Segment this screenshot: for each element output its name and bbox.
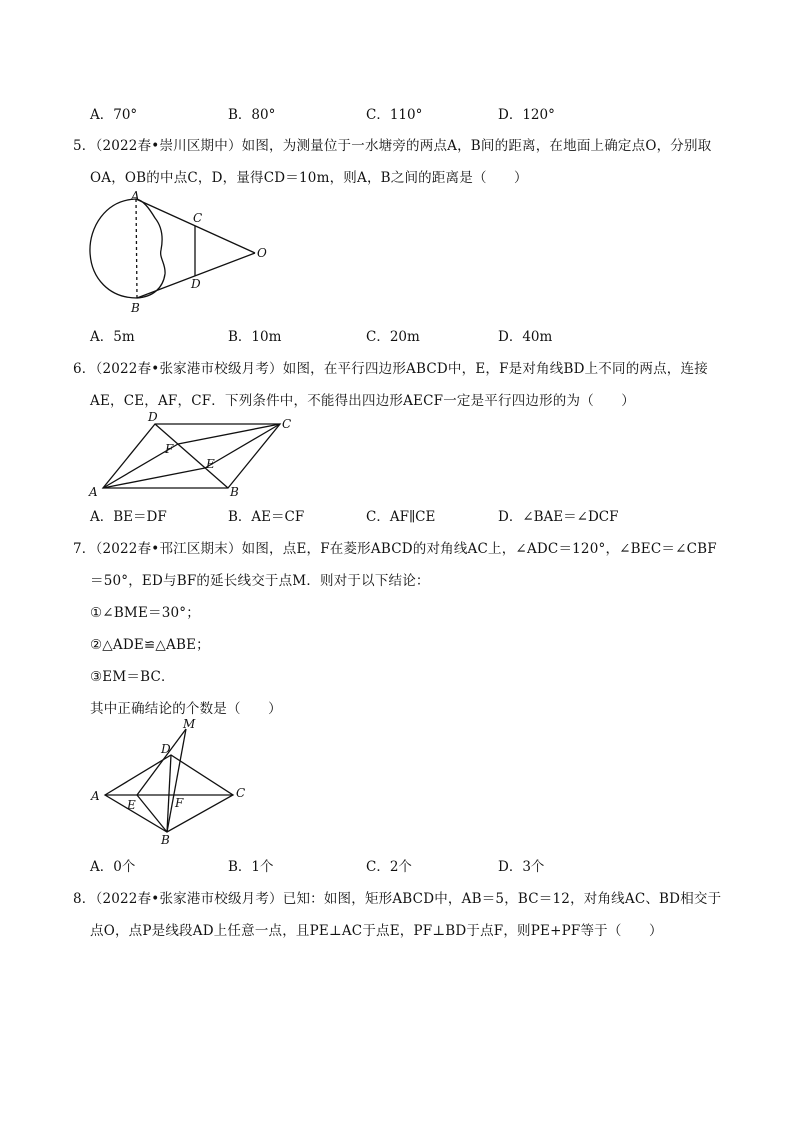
q7-option-a: A．0个 xyxy=(90,859,136,875)
q7-segment-be xyxy=(137,795,167,832)
q6-segment-ce xyxy=(205,424,280,468)
q6-label-b: B xyxy=(230,485,239,499)
q6-label-e: E xyxy=(206,457,215,471)
q7-option-b: B．1个 xyxy=(228,859,274,875)
q4-option-b: B．80° xyxy=(228,107,276,123)
q6-option-c: C．AF∥CE xyxy=(366,509,436,525)
q6-option-a: A．BE＝DF xyxy=(90,509,167,525)
q5-label-d: D xyxy=(191,277,201,291)
q7-question: 其中正确结论的个数是（ ） xyxy=(90,701,282,717)
q5-figure xyxy=(85,190,275,315)
q6-label-f: F xyxy=(165,442,174,456)
q6-figure xyxy=(85,408,305,503)
q5-option-b: B．10m xyxy=(228,329,282,345)
q7-label-c: C xyxy=(236,786,246,800)
q7-stem-line1: 7．（2022春•邗江区期末）如图，点E，F在菱形ABCD的对角线AC上，∠ADC＝120°，∠BEC＝∠CBF xyxy=(73,541,717,557)
q6-label-d: D xyxy=(148,410,158,424)
q6-option-d: D．∠BAE＝∠DCF xyxy=(498,509,619,525)
q7-label-b: B xyxy=(161,833,170,847)
q7-option-c: C．2个 xyxy=(366,859,412,875)
q4-option-d: D．120° xyxy=(498,107,555,123)
q5-option-d: D．40m xyxy=(498,329,553,345)
q6-segment-ae xyxy=(103,468,205,488)
q7-segment-em xyxy=(137,729,186,795)
q6-segment-cf xyxy=(178,424,280,444)
q7-stem-line2: ＝50°，ED与BF的延长线交于点M．则对于以下结论： xyxy=(90,573,430,589)
q6-diagonal-bd xyxy=(155,424,228,488)
q4-option-a: A．70° xyxy=(90,107,138,123)
q6-stem-line2: AE，CE，AF，CF．下列条件中，不能得出四边形AECF一定是平行四边形的为（ ） xyxy=(90,393,635,409)
q7-label-m: M xyxy=(183,717,196,731)
q5-option-a: A．5m xyxy=(90,329,135,345)
q5-label-o: O xyxy=(257,246,267,260)
q5-label-a: A xyxy=(131,190,140,203)
q6-option-b: B．AE＝CF xyxy=(228,509,305,525)
q7-label-e: E xyxy=(127,798,136,812)
q7-figure xyxy=(85,717,255,847)
q7-conclusion-3: ③EM＝BC． xyxy=(90,669,175,685)
q5-label-b: B xyxy=(131,301,140,315)
q5-segment-ab xyxy=(136,199,137,298)
q7-conclusion-1: ①∠BME＝30°； xyxy=(90,605,200,621)
q6-label-c: C xyxy=(282,417,292,431)
q5-label-c: C xyxy=(193,211,203,225)
q6-label-a: A xyxy=(89,485,98,499)
q7-conclusion-2: ②△ADE≌△ABE； xyxy=(90,637,210,653)
q7-label-a: A xyxy=(91,789,100,803)
q7-option-d: D．3个 xyxy=(498,859,545,875)
q5-pond-outline xyxy=(90,199,165,298)
q7-label-d: D xyxy=(161,742,171,756)
q8-stem-line1: 8．（2022春•张家港市校级月考）已知：如图，矩形ABCD中，AB＝5，BC＝12，对角线AC、BD相交于 xyxy=(73,891,722,907)
q5-stem-line2: OA，OB的中点C，D，量得CD＝10m，则A，B之间的距离是（ ） xyxy=(90,170,528,186)
q6-stem-line1: 6．（2022春•张家港市校级月考）如图，在平行四边形ABCD中，E，F是对角线BD上不同的两点，连接 xyxy=(73,361,708,377)
q5-stem-line1: 5．（2022春•崇川区期中）如图，为测量位于一水塘旁的两点A，B间的距离，在地面上确定点O，分别取 xyxy=(73,138,712,154)
q4-option-c: C．110° xyxy=(366,107,423,123)
q5-segment-bo xyxy=(137,253,255,298)
q7-label-f: F xyxy=(175,796,184,810)
q5-option-c: C．20m xyxy=(366,329,420,345)
q8-stem-line2: 点O，点P是线段AD上任意一点，且PE⊥AC于点E，PF⊥BD于点F，则PE+PF等于（ ） xyxy=(90,923,663,939)
